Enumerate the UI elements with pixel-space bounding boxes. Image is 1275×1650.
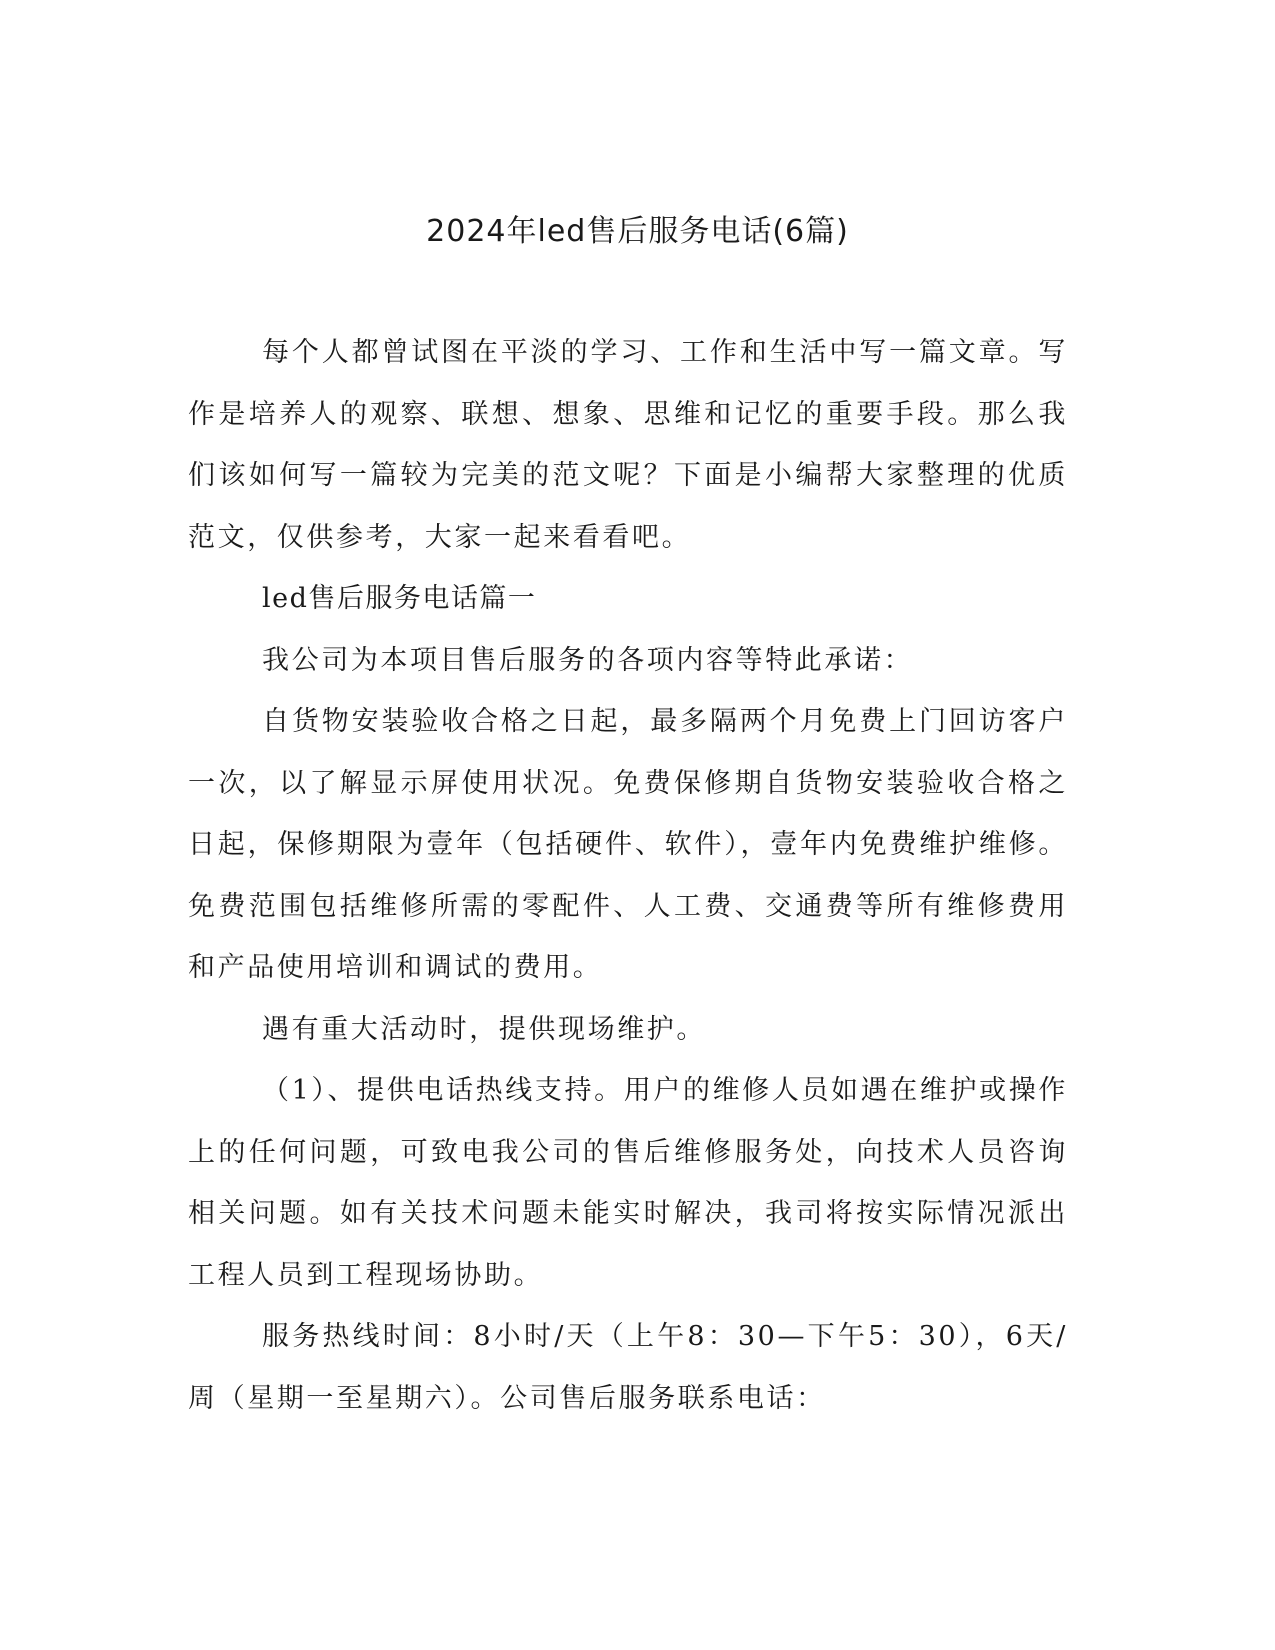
paragraph: 我公司为本项目售后服务的各项内容等特此承诺： [262, 644, 914, 676]
document-body [188, 322, 1068, 1429]
paragraph: 自货物安装验收合格之日起，最多隔两个月免费上门回访客户一次，以了解显示屏使用状况。免费保修期自货物安装验收合格之日起，保修期限为壹年（包括硬件、软件），壹年内免费维护维修。免费范围包括维修所需的零配件、人工费、交通费等所有维修费用和产品使用培训和调试的费用。 [188, 706, 1068, 983]
intro-paragraph: 每个人都曾试图在平淡的学习、工作和生活中写一篇文章。写作是培养人的观察、联想、想象、思维和记忆的重要手段。那么我们该如何写一篇较为完美的范文呢？下面是小编帮大家整理的优质范文，仅供参考，大家一起来看看吧。 [188, 337, 1068, 553]
document-title: 2024年led售后服务电话(6篇) [426, 214, 849, 249]
paragraph: （1）、提供电话热线支持。用户的维修人员如遇在维护或操作上的任何问题，可致电我公司的售后维修服务处，向技术人员咨询相关问题。如有关技术问题未能实时解决，我司将按实际情况派出工程人员到工程现场协助。 [188, 1075, 1068, 1291]
section-heading: led售后服务电话篇一 [262, 583, 537, 614]
paragraph: 遇有重大活动时，提供现场维护。 [262, 1013, 706, 1045]
paragraph: 服务热线时间：8小时/天（上午8：30—下午5：30），6天/周（星期一至星期六）。公司售后服务联系电话： [188, 1321, 1068, 1414]
